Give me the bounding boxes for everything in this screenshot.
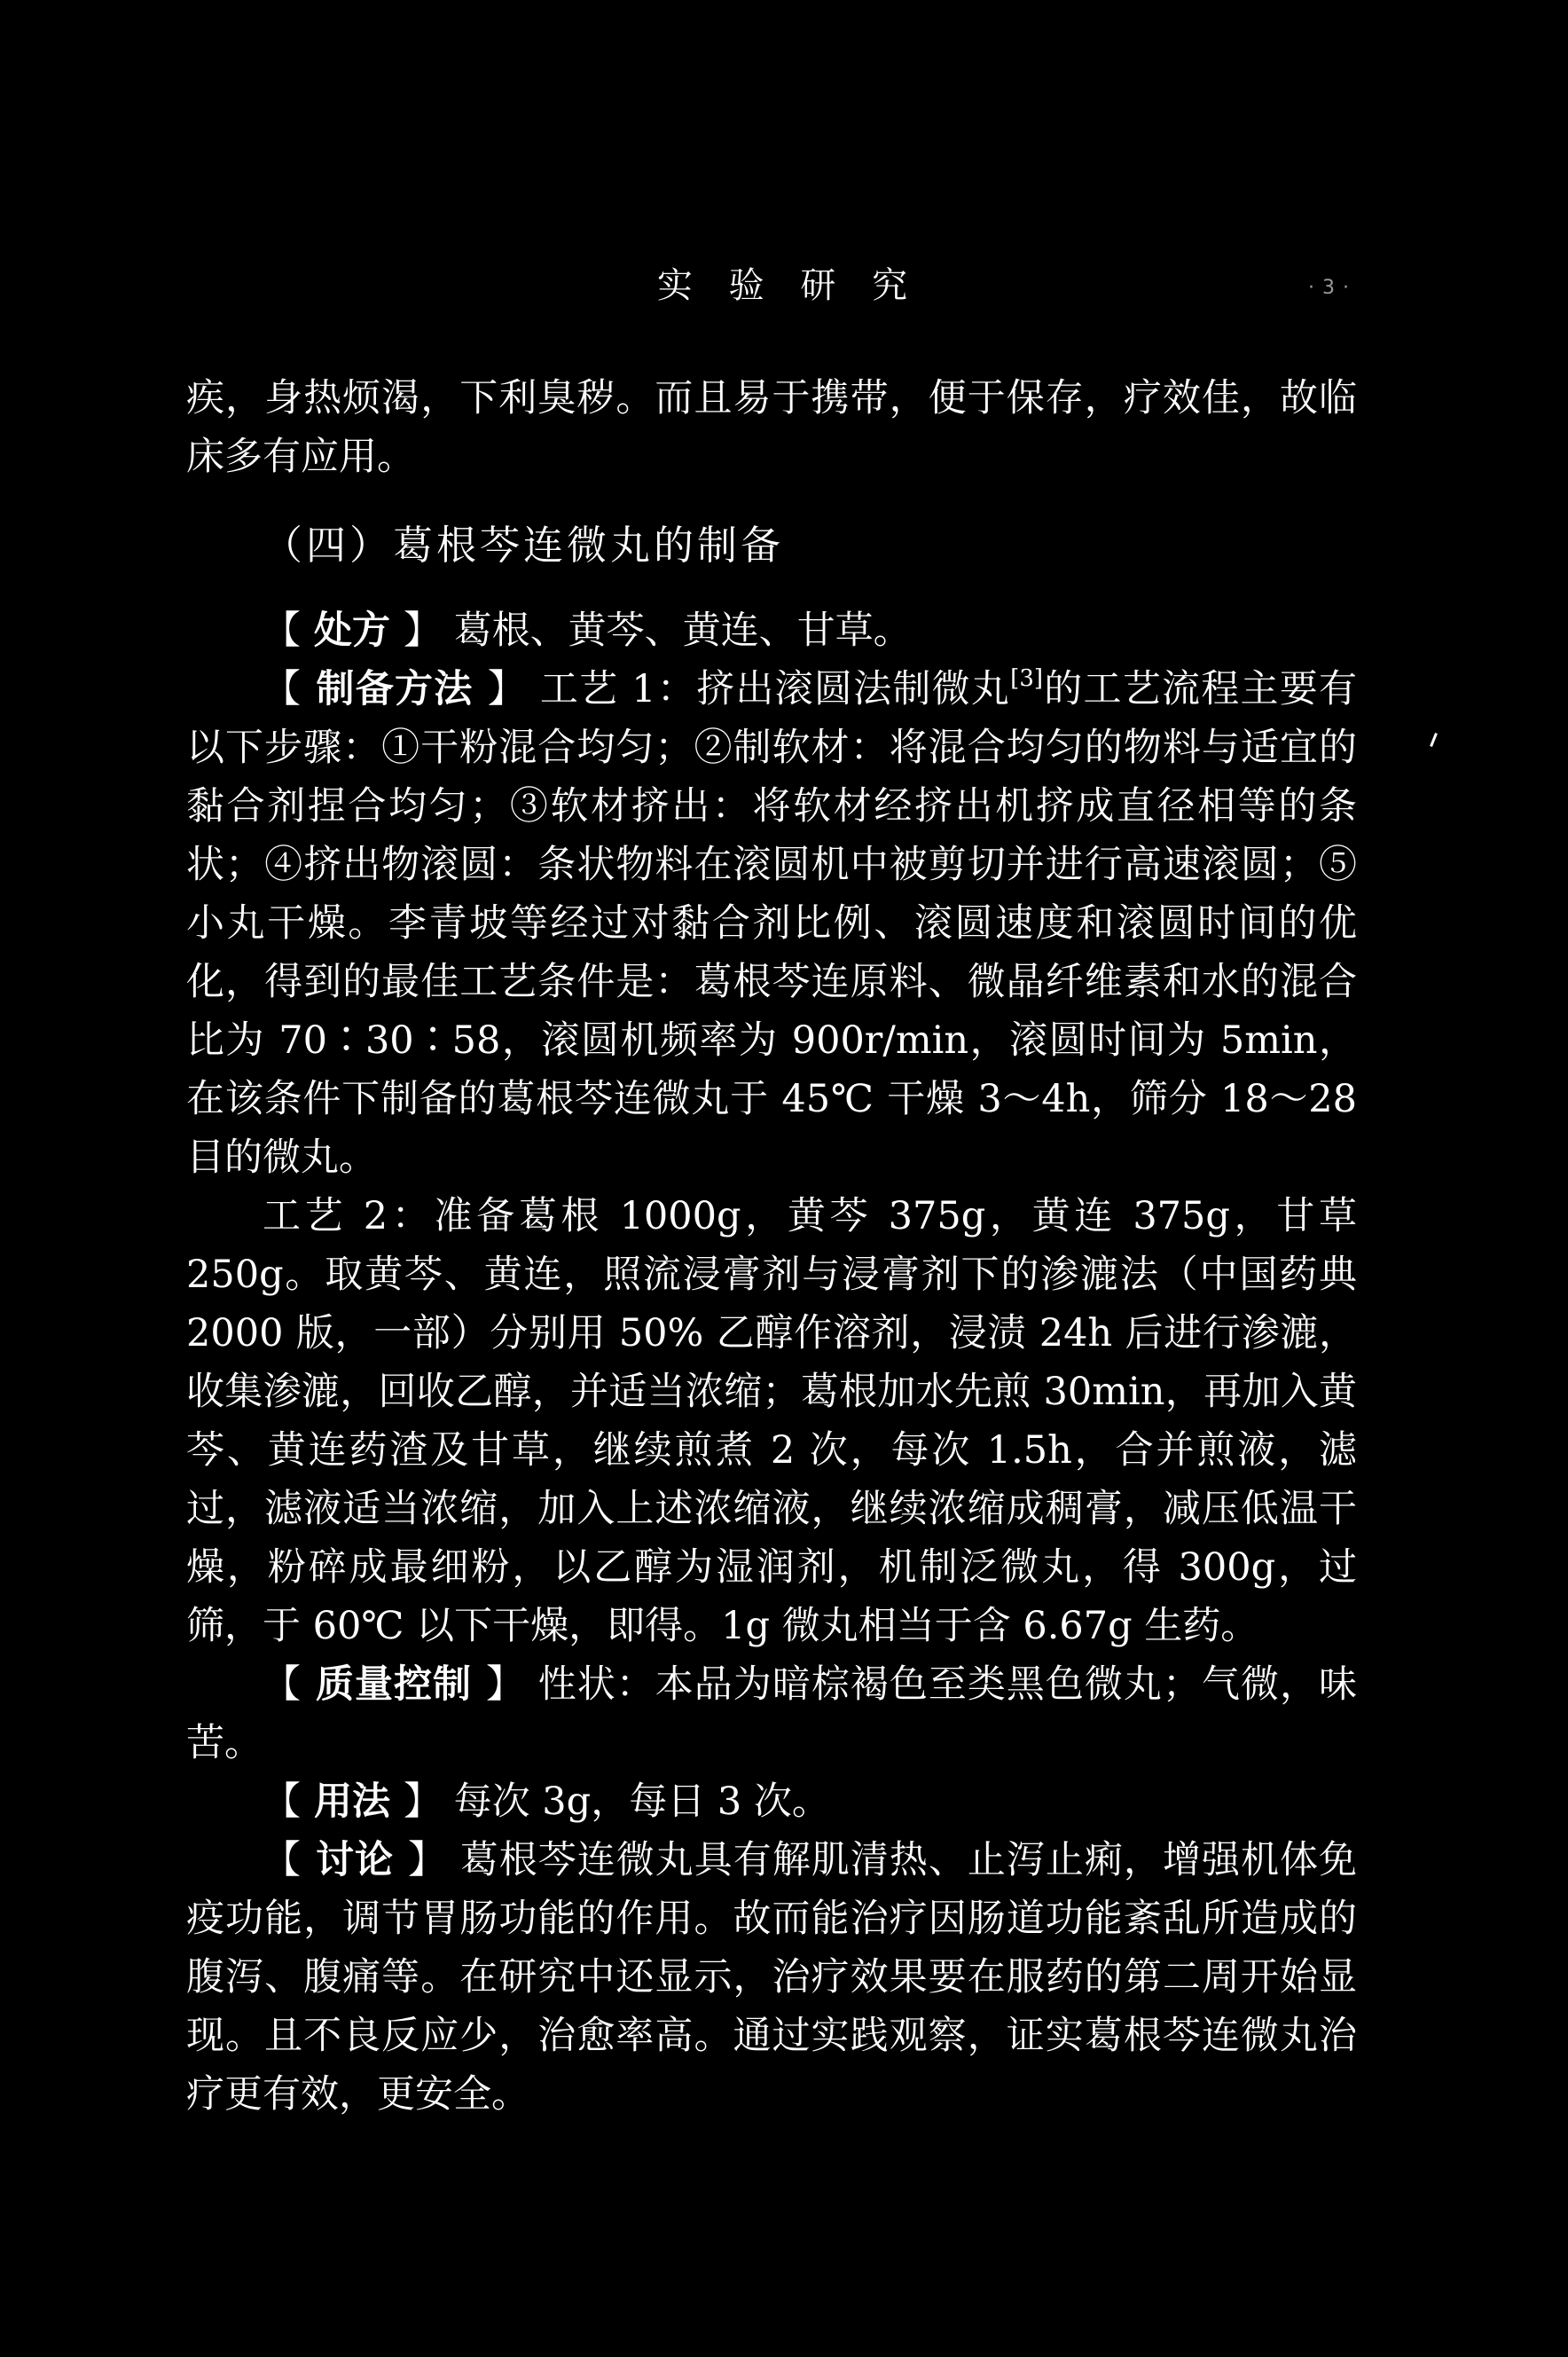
usage-label-group: 【 用法 】: [263, 1780, 442, 1824]
method-label-group: 【 制备方法 】: [263, 667, 527, 711]
quality-text: 性状：本品为暗棕褐色至类黑色微丸；气微，味苦。: [186, 1662, 1357, 1765]
prescription-label-group: 【 处方 】: [263, 609, 442, 653]
discussion-text: 葛根芩连微丸具有解肌清热、止泻止痢，增强机体免疫功能，调节胃肠功能的作用。故而能治疗因肠道功能紊乱所造成的腹泻、腹痛等。在研究中还显示，治疗效果要在服药的第二周开始显现。且不良反应少，治愈率高。通过实践观察，证实葛根芩连微丸治疗更有效，更安全。: [186, 1838, 1357, 2117]
quality-label-group: 【 质量控制 】: [263, 1662, 526, 1707]
method-paragraph: [186, 660, 1357, 1187]
scan-artifact: [1430, 733, 1438, 747]
page-number: · 3 ·: [1308, 277, 1350, 299]
usage-label: 用法: [313, 1780, 390, 1824]
process2-paragraph: 工艺 2：准备葛根 1000g，黄芩 375g，黄连 375g，甘草 250g。取黄芩、黄连，照流浸膏剂与浸膏剂下的渗漉法（中国药典 2000 版，一部）分别用 50% 乙醇作溶剂，浸渍 24h 后进行渗漉，收集渗漉，回收乙醇，并适当浓缩；葛根加水先煎 30min，再加入黄芩、黄连药渣及甘草，继续煎煮 2 次，每次 1.5h，合并煎液，滤过，滤液适当浓缩，加入上述浓缩液，继续浓缩成稠膏，减压低温干燥，粉碎成最细粉，以乙醇为湿润剂，机制泛微丸，得 300g，过筛，于 60℃ 以下干燥，即得。1g 微丸相当于含 6.67g 生药。: [186, 1194, 1357, 1648]
method-label: 制备方法: [316, 667, 474, 711]
citation-ref: [3]: [1010, 665, 1044, 692]
prescription-text: 葛根、黄芩、黄连、甘草。: [453, 609, 912, 653]
discussion-paragraph: [186, 1831, 1357, 2124]
page-body: [186, 369, 1357, 2124]
prescription-label: 处方: [313, 609, 390, 653]
discussion-label-group: 【 讨论 】: [263, 1838, 448, 1882]
usage-text: 每次 3g，每日 3 次。: [453, 1780, 830, 1824]
intro-paragraph: 疾，身热烦渴，下利臭秽。而且易于携带，便于保存，疗效佳，故临床多有应用。: [186, 376, 1357, 479]
quality-paragraph: [186, 1655, 1357, 1772]
section-heading: （四）葛根芩连微丸的制备: [263, 522, 785, 569]
method-text: 的工艺流程主要有以下步骤：①干粉混合均匀；②制软材：将混合均匀的物料与适宜的黏合剂捏合均匀；③软材挤出：将软材经挤出机挤成直径相等的条状；④挤出物滚圆：条状物料在滚圆机中被剪切并进行高速滚圆；⑤小丸干燥。李青坡等经过对黏合剂比例、滚圆速度和滚圆时间的优化，得到的最佳工艺条件是：葛根芩连原料、微晶纤维素和水的混合比为 70∶30∶58，滚圆机频率为 900r/min，滚圆时间为 5min，在该条件下制备的葛根芩连微丸于 45℃ 干燥 3～4h，筛分 18～28 目的微丸。: [186, 667, 1358, 1180]
quality-label: 质量控制: [316, 1662, 473, 1707]
running-title: 实 验 研 究: [656, 265, 921, 306]
method-text-lead: 工艺 1：挤出滚圆法制微丸: [539, 667, 1011, 711]
discussion-label: 讨论: [316, 1838, 395, 1882]
usage-paragraph: [186, 1772, 1357, 1831]
prescription-paragraph: [186, 601, 1357, 660]
